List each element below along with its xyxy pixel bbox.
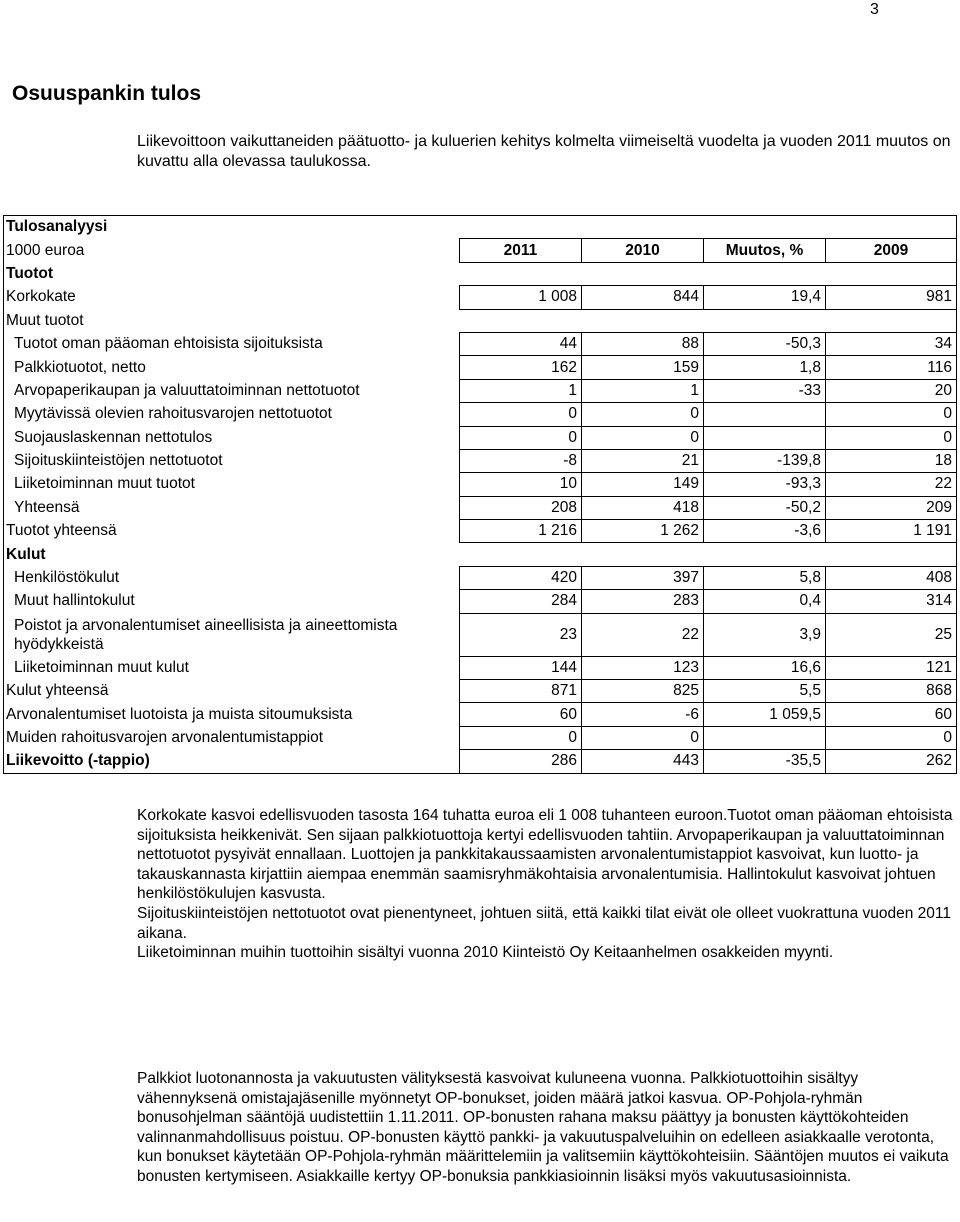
row-value: 981 — [826, 286, 957, 309]
row-value: 5,8 — [704, 566, 826, 589]
table-row — [4, 520, 957, 543]
table-row — [4, 613, 957, 656]
row-label: Arvonalentumiset luotoista ja muista sitoumuksista — [4, 703, 460, 726]
row-value: 286 — [460, 750, 582, 773]
table-row — [4, 379, 957, 402]
table-unit: 1000 euroa — [4, 239, 460, 262]
table-row — [4, 403, 957, 426]
row-value: 868 — [826, 680, 957, 703]
result-analysis-table — [3, 215, 957, 774]
column-header: Muutos, % — [704, 239, 826, 262]
row-label: Sijoituskiinteistöjen nettotuotot — [4, 449, 460, 472]
table-row — [4, 496, 957, 519]
empty-cell — [582, 309, 704, 332]
row-label: Suojauslaskennan nettotulos — [4, 426, 460, 449]
row-value: 22 — [826, 473, 957, 496]
row-value: -33 — [704, 379, 826, 402]
table-row — [4, 449, 957, 472]
row-value: 23 — [460, 613, 582, 656]
row-value: 44 — [460, 332, 582, 355]
table-row — [4, 656, 957, 679]
row-label: Korkokate — [4, 286, 460, 309]
row-label: Liiketoiminnan muut tuotot — [4, 473, 460, 496]
row-label: Poistot ja arvonalentumiset aineellisista ja aineettomista hyödykkeistä — [4, 613, 460, 656]
row-value: 0 — [826, 403, 957, 426]
table-row — [4, 262, 957, 285]
row-value: 5,5 — [704, 680, 826, 703]
row-label: Tuotot yhteensä — [4, 520, 460, 543]
row-label: Muiden rahoitusvarojen arvonalentumistappiot — [4, 726, 460, 749]
row-label: Liiketoiminnan muut kulut — [4, 656, 460, 679]
table-row — [4, 332, 957, 355]
empty-cell — [704, 262, 826, 285]
row-value — [704, 403, 826, 426]
empty-cell — [460, 309, 582, 332]
explanation-text: Sijoituskiinteistöjen nettotuotot ovat pienentyneet, johtuen siitä, että kaikki tilat eivät ole olleet vuokrattuna vuoden 2011 aikana. — [137, 904, 951, 942]
row-value: 22 — [582, 613, 704, 656]
row-label: Muut tuotot — [4, 309, 460, 332]
row-value: -50,2 — [704, 496, 826, 519]
empty-cell — [582, 543, 704, 566]
table-header-row — [4, 239, 957, 262]
column-header: 2009 — [826, 239, 957, 262]
row-value: 0 — [460, 403, 582, 426]
row-value: 397 — [582, 566, 704, 589]
row-value: 159 — [582, 356, 704, 379]
row-value: 1 216 — [460, 520, 582, 543]
row-value: 144 — [460, 656, 582, 679]
row-value: 0 — [582, 726, 704, 749]
explanation-paragraph-1 — [137, 806, 959, 963]
row-value: 60 — [826, 703, 957, 726]
row-value: -139,8 — [704, 449, 826, 472]
table-row — [4, 473, 957, 496]
row-value: 21 — [582, 449, 704, 472]
row-label: Henkilöstökulut — [4, 566, 460, 589]
row-value: 162 — [460, 356, 582, 379]
row-value: 0 — [460, 726, 582, 749]
table-row — [4, 703, 957, 726]
row-label: Kulut yhteensä — [4, 680, 460, 703]
table-row — [4, 356, 957, 379]
empty-cell — [460, 262, 582, 285]
row-label: Kulut — [4, 543, 460, 566]
row-value: 443 — [582, 750, 704, 773]
column-header: 2010 — [582, 239, 704, 262]
row-value: -3,6 — [704, 520, 826, 543]
row-value: 0 — [826, 726, 957, 749]
row-value: 1 — [582, 379, 704, 402]
row-label: Myytävissä olevien rahoitusvarojen nettotuotot — [4, 403, 460, 426]
row-value: -6 — [582, 703, 704, 726]
row-value: 1,8 — [704, 356, 826, 379]
table-title: Tulosanalyysi — [4, 216, 460, 239]
row-value: 1 059,5 — [704, 703, 826, 726]
row-value: 0,4 — [704, 590, 826, 613]
row-label: Tuotot oman pääoman ehtoisista sijoituksista — [4, 332, 460, 355]
table-row — [4, 286, 957, 309]
row-value: 3,9 — [704, 613, 826, 656]
table-row — [4, 566, 957, 589]
row-value: 0 — [826, 426, 957, 449]
row-value: 1 008 — [460, 286, 582, 309]
table-row — [4, 726, 957, 749]
row-value: 16,6 — [704, 656, 826, 679]
column-header: 2011 — [460, 239, 582, 262]
table-row — [4, 426, 957, 449]
row-value: 314 — [826, 590, 957, 613]
row-value: 10 — [460, 473, 582, 496]
row-value: 116 — [826, 356, 957, 379]
empty-cell — [582, 262, 704, 285]
row-label: Tuotot — [4, 262, 460, 285]
empty-cell — [704, 543, 826, 566]
row-value: 420 — [460, 566, 582, 589]
empty-cell — [826, 309, 957, 332]
row-value: 1 191 — [826, 520, 957, 543]
row-value: 18 — [826, 449, 957, 472]
row-value — [704, 726, 826, 749]
row-value: 284 — [460, 590, 582, 613]
table-row — [4, 680, 957, 703]
row-value: 121 — [826, 656, 957, 679]
row-value: 871 — [460, 680, 582, 703]
row-value — [704, 426, 826, 449]
row-label: Yhteensä — [4, 496, 460, 519]
row-value: 149 — [582, 473, 704, 496]
row-value: -35,5 — [704, 750, 826, 773]
row-value: 408 — [826, 566, 957, 589]
row-value: 60 — [460, 703, 582, 726]
row-value: 19,4 — [704, 286, 826, 309]
row-label: Liikevoitto (-tappio) — [4, 750, 460, 773]
row-value: 208 — [460, 496, 582, 519]
page-heading: Osuuspankin tulos — [12, 82, 202, 105]
row-label: Palkkiotuotot, netto — [4, 356, 460, 379]
explanation-text: Liiketoiminnan muihin tuottoihin sisältyi vuonna 2010 Kiinteistö Oy Keitaanhelmen osakkeiden myynti. — [137, 944, 834, 962]
table-title-row — [4, 216, 957, 239]
page-number: 3 — [870, 1, 879, 18]
empty-cell — [704, 309, 826, 332]
row-value: 0 — [582, 403, 704, 426]
row-value: 1 — [460, 379, 582, 402]
row-value: 844 — [582, 286, 704, 309]
explanation-text: Korkokate kasvoi edellisvuoden tasosta 164 tuhatta euroa eli 1 008 tuhanteen euroon.Tuotot oman pääoman ehtoisista sijoituksista heikkenivät. Sen sijaan palkkiotuottoja kertyi edellisvuoden tahtiin. Arvopaperikaupan ja valuuttatoiminnan nettotuotot pysyivät ennallaan. Luottojen ja pankkitakaussaamisten arvonalentumistappiot kasvoivat, kun luotto- ja takauskannasta kirjattiin aiempaa enemmän saamisryhmäkohtaisia arvonalentumisia. Hallintokulut kasvoivat johtuen henkilöstökulujen kasvusta. — [137, 807, 953, 903]
row-value: 20 — [826, 379, 957, 402]
row-value: -93,3 — [704, 473, 826, 496]
empty-cell — [460, 543, 582, 566]
empty-cell — [826, 543, 957, 566]
row-value: 262 — [826, 750, 957, 773]
row-value: 1 262 — [582, 520, 704, 543]
table-row — [4, 543, 957, 566]
row-value: 25 — [826, 613, 957, 656]
empty-cell — [826, 262, 957, 285]
table-row — [4, 309, 957, 332]
row-value: 283 — [582, 590, 704, 613]
row-value: -50,3 — [704, 332, 826, 355]
row-value: 0 — [460, 426, 582, 449]
table-row — [4, 750, 957, 773]
row-value: 88 — [582, 332, 704, 355]
row-value: 0 — [582, 426, 704, 449]
row-value: 209 — [826, 496, 957, 519]
explanation-paragraph-2: Palkkiot luotonannosta ja vakuutusten välityksestä kasvoivat kuluneena vuonna. Palkkiotuottoihin sisältyy vähennyksenä omistajajäsenille myönnetyt OP-bonukset, joiden määrä jatkoi kasvua. OP-Pohjola-ryhmän bonusohjelman sääntöjä uudistettiin 1.11.2011. OP-bonusten rahana maksu päättyy ja bonusten käyttökohteiden valinnanmahdollisuus poistuu. OP-bonusten käyttö pankki- ja vakuutuspalveluihin on edelleen asiakkaalle verotonta, kun bonukset käytetään OP-Pohjola-ryhmän määrittelemiin ja valitsemiin käyttökohteisiin. Sääntöjen muutos ei vaikuta bonusten kertymiseen. Asiakkaille kertyy OP-bonuksia pankkiasioinnin lisäksi myös vakuutusasioinnista. — [137, 1070, 949, 1185]
table-row — [4, 590, 957, 613]
row-value: 34 — [826, 332, 957, 355]
row-value: -8 — [460, 449, 582, 472]
row-value: 123 — [582, 656, 704, 679]
row-label: Arvopaperikaupan ja valuuttatoiminnan nettotuotot — [4, 379, 460, 402]
intro-paragraph: Liikevoittoon vaikuttaneiden päätuotto- ja kuluerien kehitys kolmelta viimeiseltä vuodelta ja vuoden 2011 muutos on kuvattu alla olevassa taulukossa. — [137, 133, 951, 170]
row-label: Muut hallintokulut — [4, 590, 460, 613]
row-value: 825 — [582, 680, 704, 703]
row-value: 418 — [582, 496, 704, 519]
